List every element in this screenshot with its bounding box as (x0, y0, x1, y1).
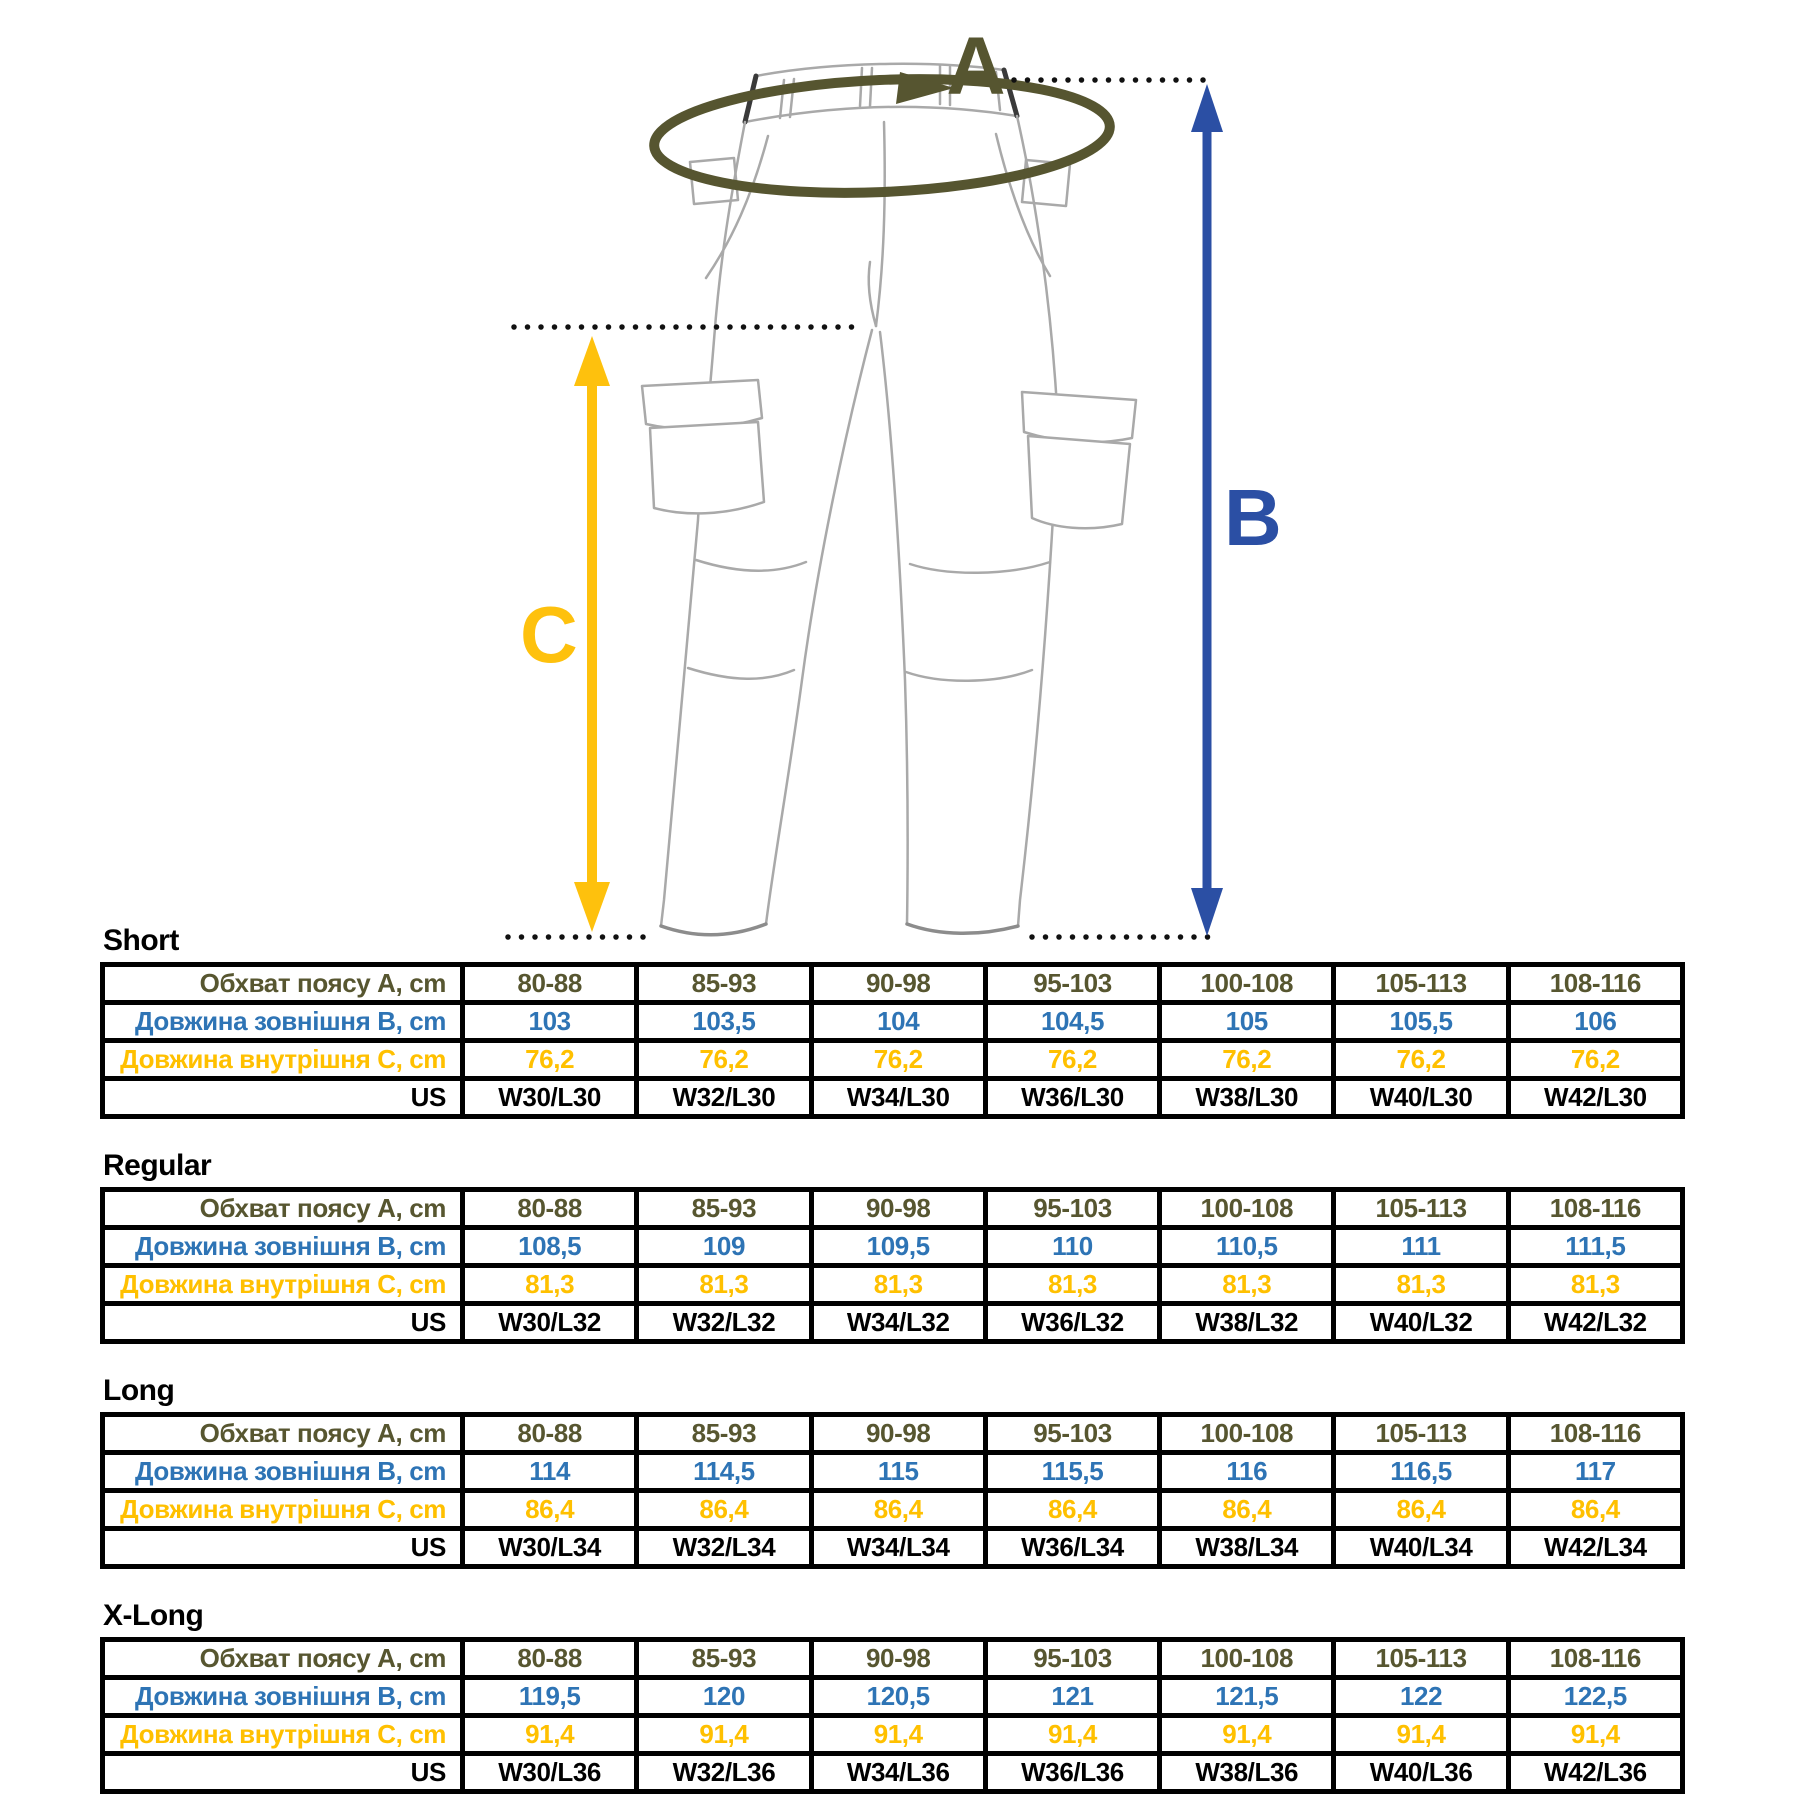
outer-length-row-cell: 114 (463, 1453, 637, 1491)
us-row-cell: W30/L34 (463, 1529, 637, 1567)
inner-length-row (103, 1491, 1683, 1529)
waist-range-row-cell: 108-116 (1508, 1190, 1682, 1228)
inner-length-row-cell: 81,3 (1334, 1266, 1508, 1304)
us-row-cell: W32/L30 (637, 1079, 811, 1117)
waist-range-row-cell: 85-93 (637, 1640, 811, 1678)
outer-length-row-cell: 106 (1508, 1003, 1682, 1041)
outer-length-row-cell: 110,5 (1160, 1228, 1334, 1266)
inner-length-row (103, 1266, 1683, 1304)
waist-range-row-label: Обхват поясу A, cm (103, 965, 463, 1003)
inner-length-row-cell: 76,2 (985, 1041, 1159, 1079)
size-section-regular (100, 1149, 1685, 1344)
waist-range-row-cell: 85-93 (637, 965, 811, 1003)
outer-length-row-cell: 103 (463, 1003, 637, 1041)
outer-length-row-cell: 119,5 (463, 1678, 637, 1716)
waist-range-row-cell: 95-103 (985, 1415, 1159, 1453)
label-inner-length: C (520, 590, 578, 679)
outer-length-row (103, 1228, 1683, 1266)
outer-length-row-label: Довжина зовнішня B, cm (103, 1453, 463, 1491)
waist-range-row-cell: 80-88 (463, 1190, 637, 1228)
waist-range-row-cell: 95-103 (985, 965, 1159, 1003)
inner-length-row-cell: 86,4 (985, 1491, 1159, 1529)
inner-length-row-cell: 81,3 (637, 1266, 811, 1304)
waist-range-row (103, 1190, 1683, 1228)
waist-range-row-cell: 105-113 (1334, 1415, 1508, 1453)
outer-length-row-cell: 116,5 (1334, 1453, 1508, 1491)
outer-length-row (103, 1003, 1683, 1041)
outer-length-row-cell: 111 (1334, 1228, 1508, 1266)
us-row-cell: W34/L30 (811, 1079, 985, 1117)
size-table (100, 1637, 1685, 1794)
inner-length-row-cell: 76,2 (1508, 1041, 1682, 1079)
waist-range-row-cell: 90-98 (811, 965, 985, 1003)
inner-length-row (103, 1041, 1683, 1079)
waist-range-row-cell: 100-108 (1160, 1415, 1334, 1453)
waist-range-row-cell: 100-108 (1160, 1640, 1334, 1678)
size-section-short (100, 924, 1685, 1119)
outer-length-row-cell: 109,5 (811, 1228, 985, 1266)
size-table (100, 1412, 1685, 1569)
us-row-cell: W30/L30 (463, 1079, 637, 1117)
outer-length-row (103, 1453, 1683, 1491)
us-row-cell: W38/L32 (1160, 1304, 1334, 1342)
us-row-cell: W36/L36 (985, 1754, 1159, 1792)
waist-range-row-cell: 100-108 (1160, 965, 1334, 1003)
outer-length-row-cell: 114,5 (637, 1453, 811, 1491)
waist-range-row-cell: 105-113 (1334, 965, 1508, 1003)
inner-length-row-cell: 91,4 (985, 1716, 1159, 1754)
outer-length-row-label: Довжина зовнішня B, cm (103, 1678, 463, 1716)
waist-range-row-cell: 95-103 (985, 1640, 1159, 1678)
section-title: Short (103, 924, 179, 957)
us-row-label: US (103, 1529, 463, 1567)
us-row-cell: W32/L34 (637, 1529, 811, 1567)
outer-length-row-cell: 115 (811, 1453, 985, 1491)
inner-length-row-cell: 86,4 (463, 1491, 637, 1529)
waist-range-row (103, 1640, 1683, 1678)
inner-length-row-cell: 91,4 (463, 1716, 637, 1754)
waist-range-row-label: Обхват поясу A, cm (103, 1190, 463, 1228)
inner-length-row-cell: 81,3 (1508, 1266, 1682, 1304)
waist-range-row-cell: 90-98 (811, 1415, 985, 1453)
inner-length-row-cell: 91,4 (1508, 1716, 1682, 1754)
label-waist-girth: A (946, 21, 1006, 112)
outer-length-row-cell: 115,5 (985, 1453, 1159, 1491)
outer-length-row-cell: 108,5 (463, 1228, 637, 1266)
inner-length-row-cell: 91,4 (637, 1716, 811, 1754)
inner-length-row-cell: 91,4 (811, 1716, 985, 1754)
us-row-cell: W30/L32 (463, 1304, 637, 1342)
inner-length-row-cell: 76,2 (811, 1041, 985, 1079)
waist-range-row-cell: 105-113 (1334, 1640, 1508, 1678)
section-title: X-Long (103, 1599, 204, 1632)
outer-length-row-cell: 122,5 (1508, 1678, 1682, 1716)
us-row-cell: W32/L36 (637, 1754, 811, 1792)
waist-range-row-cell: 108-116 (1508, 1415, 1682, 1453)
inner-length-row-cell: 76,2 (1334, 1041, 1508, 1079)
waist-range-row-cell: 85-93 (637, 1190, 811, 1228)
inner-length-row-cell: 76,2 (637, 1041, 811, 1079)
waist-range-row-cell: 90-98 (811, 1190, 985, 1228)
outer-length-row-cell: 110 (985, 1228, 1159, 1266)
waist-range-row-cell: 105-113 (1334, 1190, 1508, 1228)
section-title: Long (103, 1374, 175, 1407)
outer-length-row-cell: 103,5 (637, 1003, 811, 1041)
waist-range-row-cell: 80-88 (463, 1415, 637, 1453)
inner-length-row-label: Довжина внутрішня C, cm (103, 1716, 463, 1754)
inner-length-row-cell: 81,3 (811, 1266, 985, 1304)
waist-range-row-cell: 108-116 (1508, 965, 1682, 1003)
size-section-x-long (100, 1599, 1685, 1794)
label-outer-length: B (1224, 473, 1282, 562)
us-row-cell: W36/L30 (985, 1079, 1159, 1117)
us-row-cell: W36/L32 (985, 1304, 1159, 1342)
outer-length-row-cell: 117 (1508, 1453, 1682, 1491)
us-row-cell: W34/L34 (811, 1529, 985, 1567)
size-table (100, 1187, 1685, 1344)
us-row-label: US (103, 1304, 463, 1342)
size-table (100, 962, 1685, 1119)
inner-length-row-cell: 86,4 (637, 1491, 811, 1529)
us-row (103, 1079, 1683, 1117)
us-row-cell: W40/L34 (1334, 1529, 1508, 1567)
waist-range-row-label: Обхват поясу A, cm (103, 1415, 463, 1453)
waist-range-row (103, 965, 1683, 1003)
us-row-cell: W42/L36 (1508, 1754, 1682, 1792)
waist-range-row-cell: 108-116 (1508, 1640, 1682, 1678)
outer-length-row-cell: 116 (1160, 1453, 1334, 1491)
inner-length-row-cell: 86,4 (1160, 1491, 1334, 1529)
outer-length-row-cell: 104 (811, 1003, 985, 1041)
outer-length-row-cell: 111,5 (1508, 1228, 1682, 1266)
outer-length-row-cell: 104,5 (985, 1003, 1159, 1041)
inner-length-row-label: Довжина внутрішня C, cm (103, 1491, 463, 1529)
waist-range-row-cell: 90-98 (811, 1640, 985, 1678)
us-row-label: US (103, 1079, 463, 1117)
inner-length-row-cell: 86,4 (811, 1491, 985, 1529)
outer-length-row-cell: 105 (1160, 1003, 1334, 1041)
us-row-cell: W38/L36 (1160, 1754, 1334, 1792)
outer-length-row-label: Довжина зовнішня B, cm (103, 1228, 463, 1266)
inner-length-row-cell: 91,4 (1160, 1716, 1334, 1754)
us-row-cell: W42/L30 (1508, 1079, 1682, 1117)
us-row-cell: W40/L32 (1334, 1304, 1508, 1342)
us-row-cell: W34/L36 (811, 1754, 985, 1792)
us-row-cell: W38/L34 (1160, 1529, 1334, 1567)
size-section-long (100, 1374, 1685, 1569)
outer-length-row-label: Довжина зовнішня B, cm (103, 1003, 463, 1041)
us-row (103, 1304, 1683, 1342)
us-row-cell: W40/L30 (1334, 1079, 1508, 1117)
inner-length-row-cell: 81,3 (1160, 1266, 1334, 1304)
us-row-cell: W38/L30 (1160, 1079, 1334, 1117)
inner-length-row-label: Довжина внутрішня C, cm (103, 1266, 463, 1304)
inner-length-row-cell: 76,2 (463, 1041, 637, 1079)
outer-length-row-cell: 121,5 (1160, 1678, 1334, 1716)
us-row (103, 1529, 1683, 1567)
waist-range-row-cell: 80-88 (463, 965, 637, 1003)
outer-length-row-cell: 122 (1334, 1678, 1508, 1716)
us-row-cell: W42/L34 (1508, 1529, 1682, 1567)
inner-length-row-cell: 76,2 (1160, 1041, 1334, 1079)
inner-length-row-cell: 91,4 (1334, 1716, 1508, 1754)
us-row-cell: W36/L34 (985, 1529, 1159, 1567)
waist-range-row-cell: 100-108 (1160, 1190, 1334, 1228)
waist-range-row-cell: 95-103 (985, 1190, 1159, 1228)
inner-length-row-cell: 81,3 (985, 1266, 1159, 1304)
outer-length-row-cell: 120 (637, 1678, 811, 1716)
inner-length-row-cell: 86,4 (1334, 1491, 1508, 1529)
us-row-cell: W32/L32 (637, 1304, 811, 1342)
waist-range-row-cell: 85-93 (637, 1415, 811, 1453)
inner-length-row-cell: 86,4 (1508, 1491, 1682, 1529)
outer-length-row (103, 1678, 1683, 1716)
waist-range-row-label: Обхват поясу A, cm (103, 1640, 463, 1678)
us-row-label: US (103, 1754, 463, 1792)
inner-length-row-cell: 81,3 (463, 1266, 637, 1304)
us-row-cell: W34/L32 (811, 1304, 985, 1342)
inner-length-row (103, 1716, 1683, 1754)
us-row-cell: W30/L36 (463, 1754, 637, 1792)
outer-length-row-cell: 109 (637, 1228, 811, 1266)
us-row-cell: W40/L36 (1334, 1754, 1508, 1792)
waist-range-row (103, 1415, 1683, 1453)
outer-length-row-cell: 105,5 (1334, 1003, 1508, 1041)
outer-length-row-cell: 120,5 (811, 1678, 985, 1716)
us-row-cell: W42/L32 (1508, 1304, 1682, 1342)
us-row (103, 1754, 1683, 1792)
waist-range-row-cell: 80-88 (463, 1640, 637, 1678)
section-title: Regular (103, 1149, 212, 1182)
inner-length-row-label: Довжина внутрішня C, cm (103, 1041, 463, 1079)
outer-length-row-cell: 121 (985, 1678, 1159, 1716)
